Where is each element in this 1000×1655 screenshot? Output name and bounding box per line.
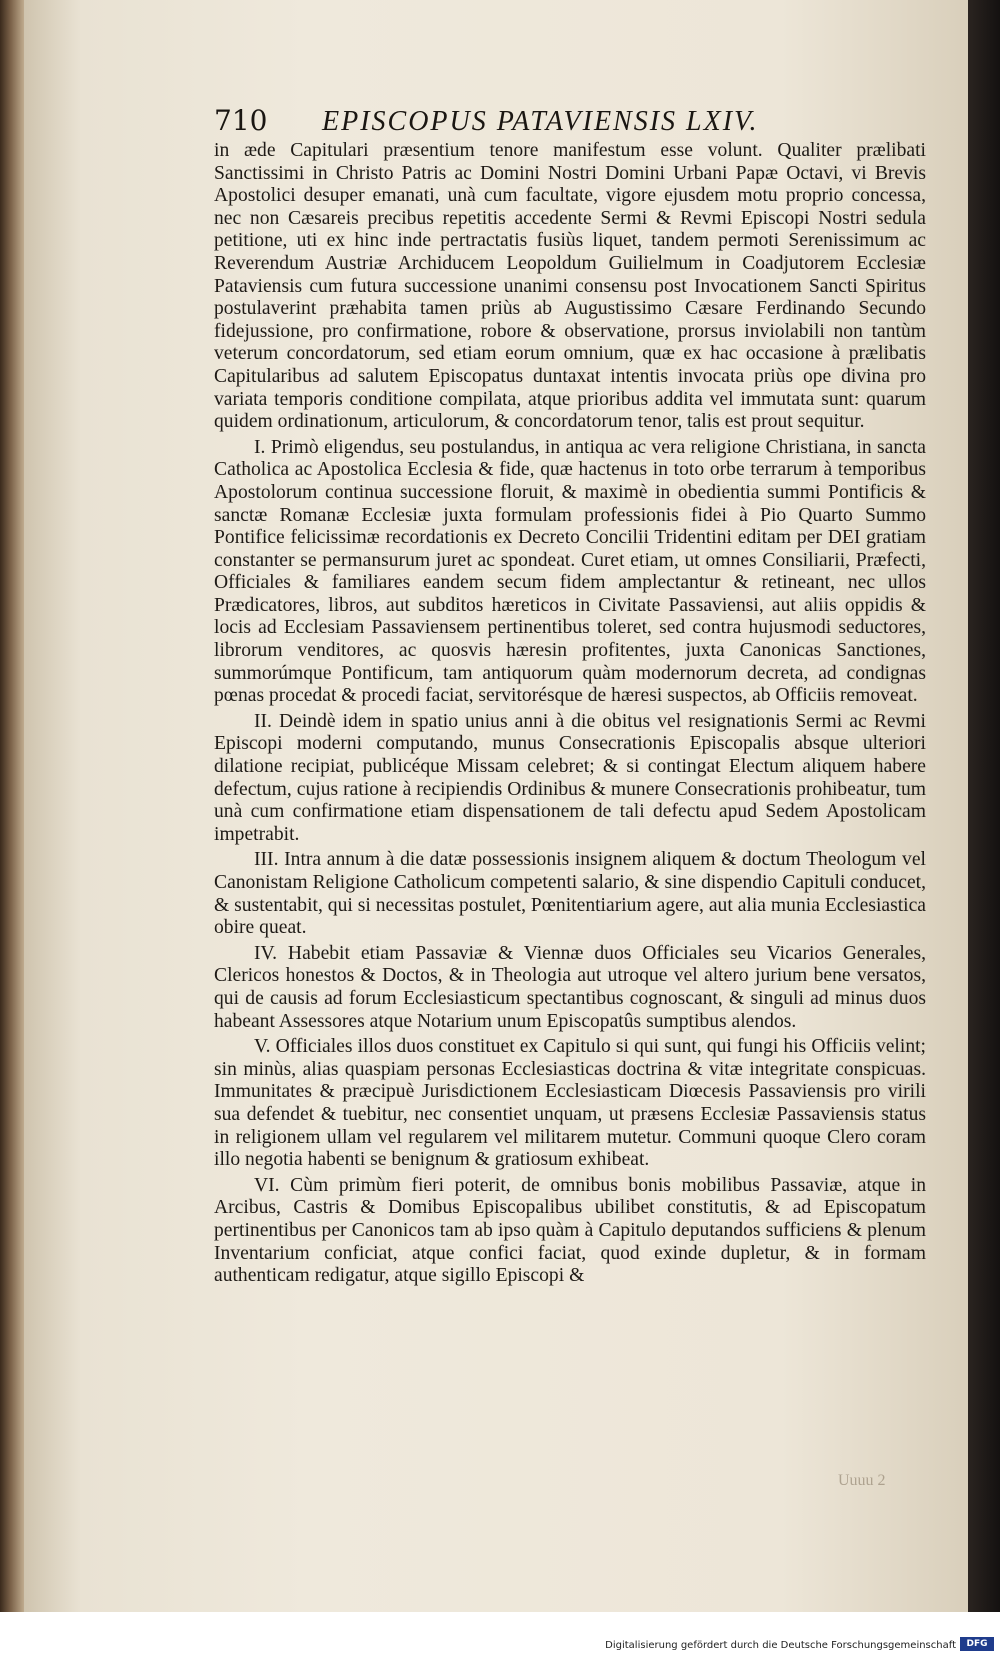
paragraph-article-2: II. Deindè idem in spatio unius anni à die obitus vel resignationis Sermi ac Revmi Episcopi moderni computando, munus Consecrationis Episcopalis absque ulteriori dilatione recipiat, publicéque Missam celebret; & si contingat Electum aliquem habere defectum, cujus ratione à recipiendis Ordinibus & munere Consecrationis prohibeatur, tum unà cum confirmatione etiam dispensationem de tali defectu apud Sedem Apostolicam impetrabit. [214,710,926,845]
paragraph-article-6: VI. Cùm primùm fieri poterit, de omnibus bonis mobilibus Passaviæ, atque in Arcibus, Castris & Domibus Episcopalibus ubilibet constitutis, & ad Episcopatum pertinentibus per Canonicos tam ab ipso quàm à Capitulo deputandos sufficiens & plenum Inventarium conficiat, atque confici faciat, quod exinde dupletur, & in formam authenticam redigatur, atque sigillo Episcopi & [214,1174,926,1287]
page-number: 710 [214,104,268,137]
paragraph-article-4: IV. Habebit etiam Passaviæ & Viennæ duos Officiales seu Vicarios Generales, Clericos honestos & Doctos, & in Theologia aut utroque vel altero jurium bene versatos, qui de causis ad forum Ecclesiasticum spectantibus cognoscant, & singuli ad minus duos habeant Assessores atque Notarium unum Episcopatûs sumptibus alendos. [214,942,926,1032]
body-text [214,140,926,1288]
page-header [214,104,914,144]
paragraph-article-1: I. Primò eligendus, seu postulandus, in antiqua ac vera religione Christiana, in sancta Catholica ac Apostolica Ecclesia & fide, quæ hactenus in toto orbe terrarum à temporibus Apostolorum continua successione floruit, & maximè in obedientia summi Pontificis & sanctæ Romanæ Ecclesiæ juxta formulam professionis fidei à Pio Quarto Summo Pontifice felicissimæ recordationis ex Decreto Concilii Tridentini editam per DEI gratiam constanter se permansurum juret ac spondeat. Curet etiam, ut omnes Consiliarii, Præfecti, Officiales & familiares eandem secum fidem amplectantur & retineant, nec ullos Prædicatores, libros, aut subditos hæreticos in Civitate Passaviensi, aut aliis oppidis & locis ad Ecclesiam Passaviensem pertinentibus toleret, sed contra hujusmodi seductores, librorum venditores, ac quosvis hæresin profitentes, juxta Canonicas Sanctiones, summorúmque Pontificum, tam antiquorum quàm modernorum decreta, ad condignas pœnas procedat & procedi faciat, servitorésque de hæresi suspectos, ab Officiis removeat. [214,436,926,707]
page-edge-shadow [968,0,1000,1612]
paragraph-intro: in æde Capitulari præsentium tenore manifestum esse volunt. Qualiter prælibati Sanctissimi in Christo Patris ac Domini Nostri Domini Urbani Papæ Octavi, vi Brevis Apostolici desuper emanati, unà cum facultate, vigore ejusdem motu proprio concessa, nec non Cæsareis precibus repetitis accedente Sermi & Revmi Episcopi Nostri sedula petitione, uti ex hinc inde pertractatis fusiùs liquet, tandem permoti Serenissimum ac Reverendum Austriæ Archiducem Leopoldum Guilielmum in Coadjutorem Ecclesiæ Pataviensis cum futura successione unanimi consensu post Invocationem Sancti Spiritus postulaverint præhabita tamen priùs ab Augustissimo Cæsare Ferdinando Secundo fidejussione, pro confirmatione, robore & observatione, prorsus inviolabili non tantùm veterum concordatorum, sed etiam eorum omnium, quæ ex hac occasione à prælibatis Capitularibus ad salutem Episcopatus duntaxat intentis invocata priùs ope divina pro variata temporis conditione compilata, atque prioribus addita vel immutata sunt: quarum quidem ordinationum, articulorum, & concordatorum tenor, talis est prout sequitur. [214,140,926,433]
paragraph-article-5: V. Officiales illos duos constituet ex Capitulo si qui sunt, qui fungi his Officiis velint; sin minùs, alias quaspiam personas Ecclesiasticas doctrina & vitæ integritate conspicuas. Immunitates & præcipuè Jurisdictionem Ecclesiasticam Diœcesis Passaviensis pro virili sua defendet & tuebitur, nec consentiet unquam, ut præsens Ecclesiæ Passaviensis status in religionem ullam vel regularem vel militarem mutetur. Communi quoque Clero coram illo negotia habenti se benignum & gratiosum exhibeat. [214,1036,926,1171]
running-title: EPISCOPUS PATAVIENSIS LXIV. [322,106,759,137]
paragraph-article-3: III. Intra annum à die datæ possessionis insignem aliquem & doctum Theologum vel Canonistam Religione Catholicum competenti salario, & sine dispendio Capituli conducet, & sustentabit, qui si necessitas postulet, Pœnitentiarium agere, aut alia munia Ecclesiastica obire queat. [214,849,926,939]
footer-credit: Digitalisierung gefördert durch die Deutsche Forschungsgemeinschaft [605,1640,956,1651]
dfg-logo-icon: DFG [960,1637,994,1651]
signature-mark: Uuuu 2 [838,1472,886,1489]
